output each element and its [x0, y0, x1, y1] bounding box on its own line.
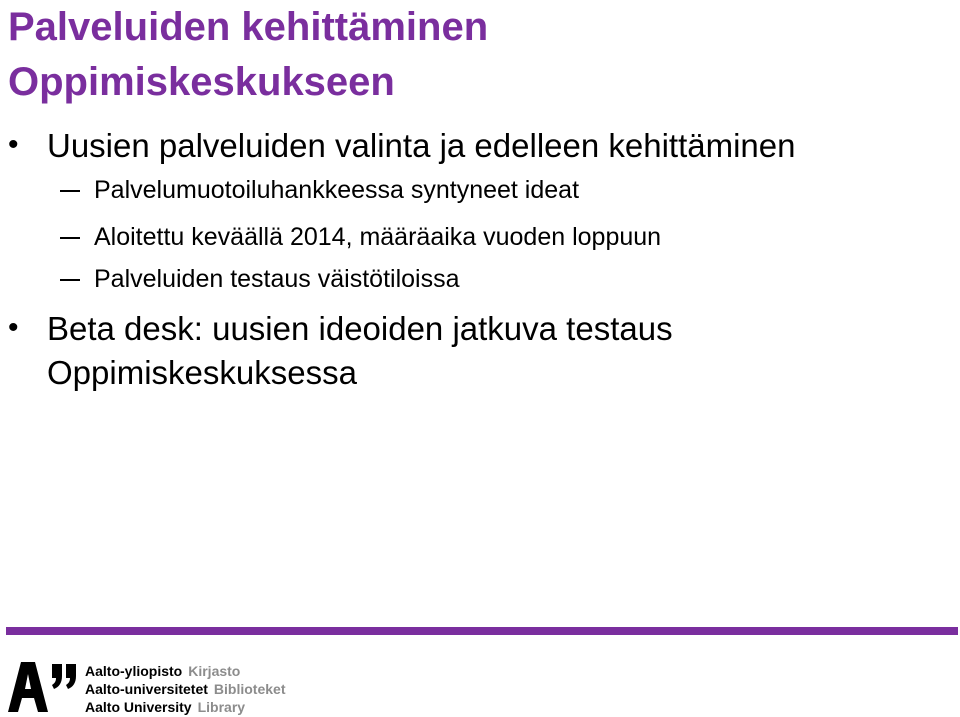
- sub-bullet-text: Palvelumuotoiluhankkeessa syntyneet ideat: [94, 176, 580, 204]
- slide-title: [8, 0, 948, 110]
- slide-title-line-1: Palveluiden kehittäminen: [8, 5, 489, 49]
- footer-row: [85, 662, 286, 680]
- footer-main-name: Aalto-yliopisto: [85, 663, 183, 679]
- footer-secondary-name: Kirjasto: [188, 663, 241, 679]
- bullet-item: [0, 124, 940, 168]
- footer-row: [85, 698, 286, 716]
- footer-main-name: Aalto University: [85, 699, 192, 715]
- dash-icon: [60, 190, 80, 192]
- dash-icon: [60, 279, 80, 281]
- sub-bullet-item: [0, 263, 940, 295]
- bullet-dot-icon: •: [8, 311, 19, 344]
- footer-secondary-name: Biblioteket: [213, 681, 286, 697]
- footer-secondary-name: Library: [197, 699, 246, 715]
- bullet-text-line-1: Beta desk: uusien ideoiden jatkuva testaus: [47, 310, 673, 347]
- sub-bullet-item: [0, 174, 940, 206]
- aalto-a-quote-logo-icon: [8, 662, 78, 712]
- slide-title-line-2: Oppimiskeskukseen: [8, 60, 395, 104]
- bullet-text-line-2: Oppimiskeskuksessa: [47, 354, 357, 391]
- footer-main-name: Aalto-universitetet: [85, 681, 208, 697]
- sub-bullet-text: Aloitettu keväällä 2014, määräaika vuoden loppuun: [94, 223, 662, 251]
- bullet-text: Uusien palveluiden valinta ja edelleen kehittäminen: [47, 127, 796, 164]
- footer-divider-bar: [6, 627, 958, 635]
- dash-icon: [60, 237, 80, 239]
- footer-institution-names: [85, 662, 286, 716]
- bullet-dot-icon: •: [8, 128, 19, 161]
- bullet-item: [0, 307, 940, 395]
- sub-bullet-item: [0, 221, 940, 253]
- footer-row: [85, 680, 286, 698]
- sub-bullet-text: Palveluiden testaus väistötiloissa: [94, 265, 460, 293]
